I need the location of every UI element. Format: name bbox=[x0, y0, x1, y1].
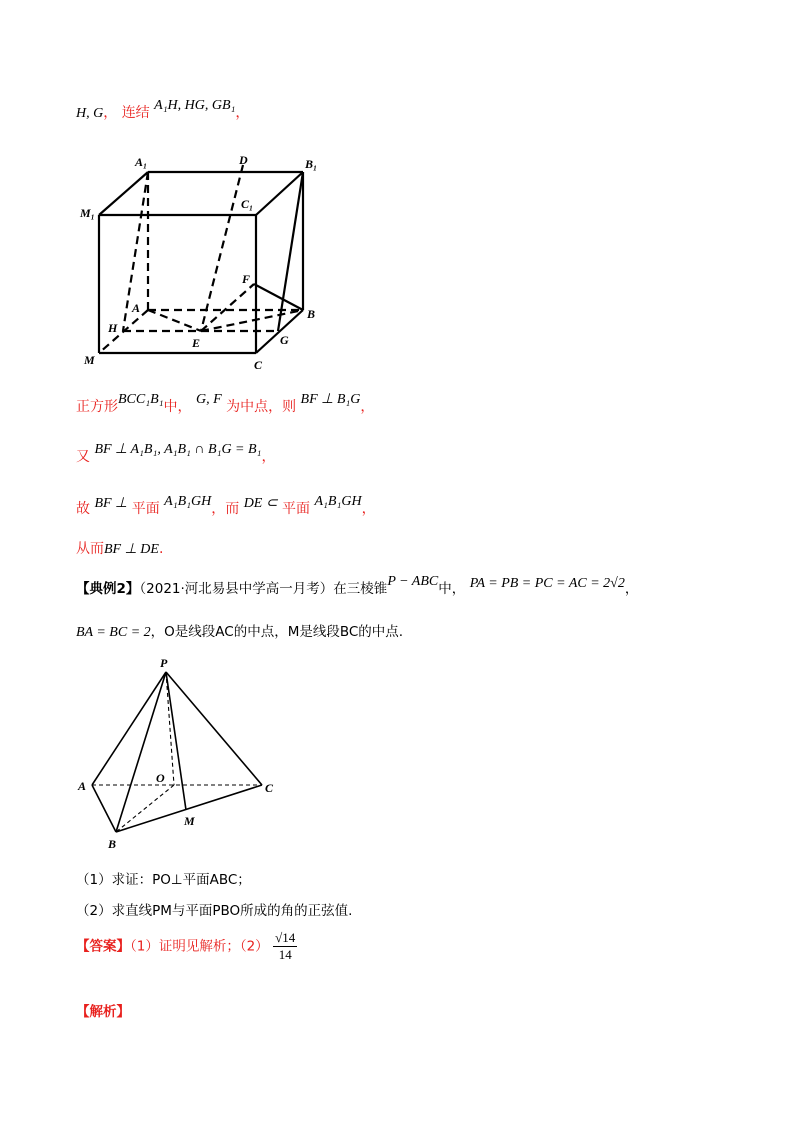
text-line-4: 故 BF ⊥ 平面 A₁B₁GH，而 DE ⊂ 平面 A₁B₁GH， bbox=[76, 494, 376, 517]
text-line-2: 正方形BCC₁B₁中， G, F 为中点，则 BF ⊥ B₁G， bbox=[76, 392, 375, 415]
label-d: D bbox=[239, 153, 248, 167]
text-line-5: 从而BF ⊥ DE. bbox=[76, 541, 164, 557]
label-b: B bbox=[307, 307, 316, 321]
analysis-heading: 【解析】 bbox=[76, 1004, 130, 1020]
example-2-header: 【典例2】（2021·河北易县中学高一月考）在三棱锥P − ABC中， PA = PB = PC = AC = 2√2， bbox=[76, 574, 639, 597]
label-c1: C₁ bbox=[241, 197, 254, 211]
label-a1: A₁ bbox=[135, 155, 148, 169]
points-hg: H, G bbox=[76, 106, 104, 121]
label-a: A bbox=[78, 779, 87, 793]
question-1: （1）求证：PO⊥平面ABC； bbox=[76, 872, 251, 888]
text-line-1: H, G， 连结 A₁H, HG, GB₁， bbox=[76, 98, 250, 121]
example-tag: 【典例2】 bbox=[76, 581, 140, 597]
label-g: G bbox=[280, 333, 289, 347]
label-b: B bbox=[108, 837, 117, 851]
segments: A₁H, HG, GB₁ bbox=[154, 98, 236, 113]
answer-tag: 【答案】 bbox=[76, 938, 130, 955]
answer-line: 【答案】（1）证明见解析；（2） $\frac{√14}{14}$ bbox=[76, 930, 296, 962]
label-m: M bbox=[184, 814, 195, 828]
label-a: A bbox=[132, 301, 141, 315]
label-h: H bbox=[108, 321, 118, 335]
label-c: C bbox=[265, 781, 274, 795]
text-line-3: 又 BF ⊥ A₁B₁, A₁B₁ ∩ B₁G = B₁， bbox=[76, 442, 276, 465]
pyramid-name: P − ABC bbox=[387, 574, 439, 589]
label-p: P bbox=[160, 656, 168, 670]
label-o: O bbox=[156, 771, 165, 785]
label-e: E bbox=[192, 336, 201, 350]
question-2: （2）求直线PM与平面PBO所成的角的正弦值. bbox=[76, 903, 353, 919]
label-m1: M₁ bbox=[80, 206, 95, 220]
example-2-line-2: BA = BC = 2，O是线段AC的中点，M是线段BC的中点. bbox=[76, 624, 404, 640]
face-name: BCC₁B₁ bbox=[118, 392, 164, 407]
condition: PA = PB = PC = AC = 2√2 bbox=[469, 576, 625, 591]
label-b1: B₁ bbox=[305, 157, 318, 171]
answer-fraction: $\frac{√14}{14}$ bbox=[275, 930, 296, 962]
label-m: M bbox=[84, 353, 95, 367]
figure-pyramid bbox=[72, 655, 292, 855]
figure-box bbox=[78, 150, 338, 375]
label-c: C bbox=[254, 358, 263, 372]
connect-label: 连结 bbox=[121, 105, 150, 121]
label-f: F bbox=[242, 272, 251, 286]
